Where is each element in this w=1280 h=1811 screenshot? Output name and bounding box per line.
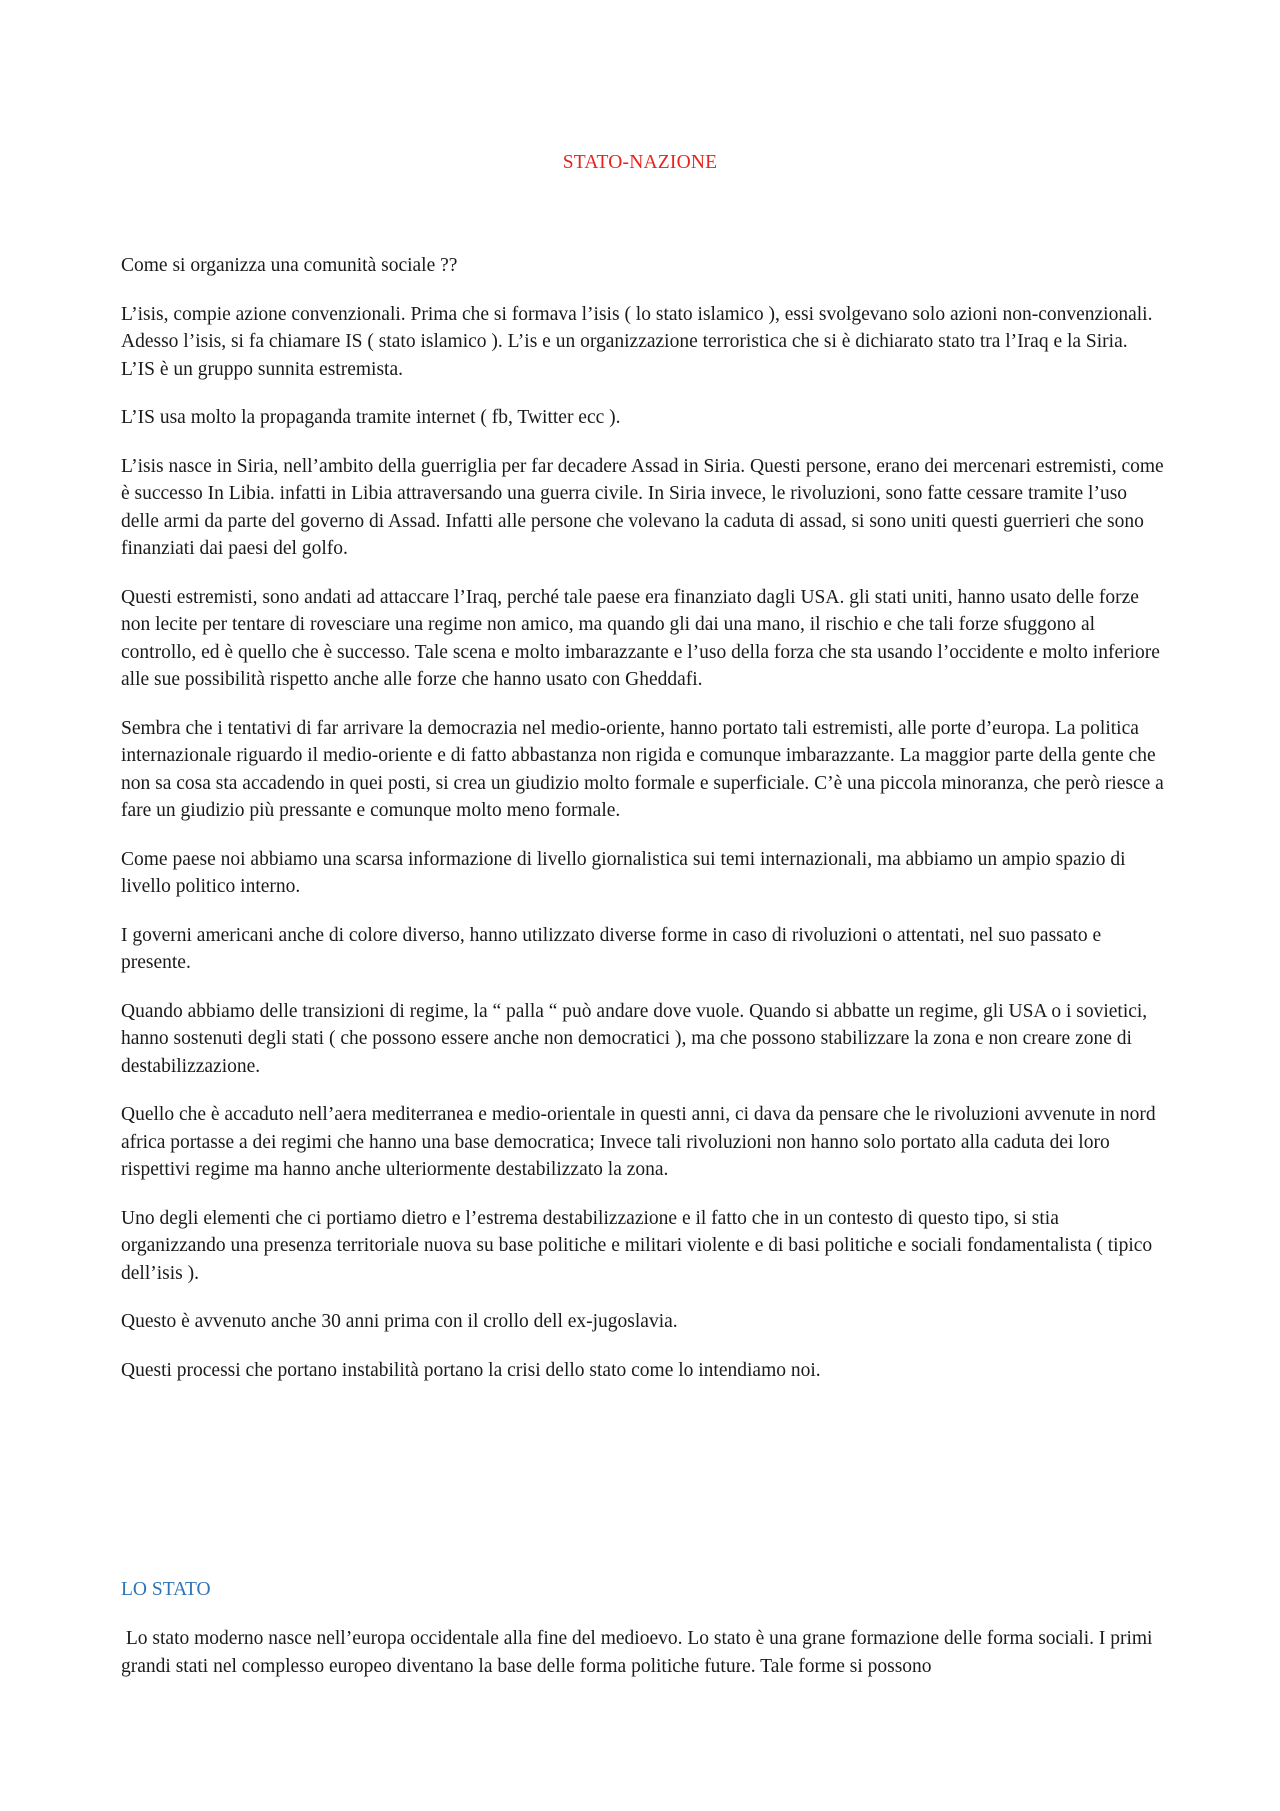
paragraph: Come paese noi abbiamo una scarsa informazione di livello giornalistica sui temi internazionali, ma abbiamo un ampio spazio di livello politico interno. bbox=[121, 848, 1126, 897]
paragraph: Questi estremisti, sono andati ad attaccare l’Iraq, perché tale paese era finanziato dagli USA. gli stati uniti, hanno usato delle forze non lecite per tentare di rovesciare una regime non amico, ma quando gli dai una mano, il rischio e che tali forze sfuggono al controllo, ed è quello che è successo. Tale scena e molto imbarazzante e l’uso della forza che sta usando l’occidente e molto inferiore alle sue possibilità rispetto anche alle forze che hanno usato con Gheddafi. bbox=[121, 586, 1160, 690]
section-body-text bbox=[121, 1625, 1164, 1701]
paragraph: L’isis nasce in Siria, nell’ambito della guerriglia per far decadere Assad in Siria. Questi persone, erano dei mercenari estremisti, come è successo In Libia. infatti in Libia attraversando una guerra civile. In Siria invece, le rivoluzioni, sono fatte cessare tramite l’uso delle armi da parte del governo di Assad. Infatti alle persone che volevano la caduta di assad, si sono uniti questi guerrieri che sono finanziati dai paesi del golfo. bbox=[121, 455, 1164, 559]
paragraph: Questo è avvenuto anche 30 anni prima con il crollo dell ex-jugoslavia. bbox=[121, 1311, 678, 1332]
paragraph: Come si organizza una comunità sociale ?? bbox=[121, 255, 458, 276]
paragraph: Quando abbiamo delle transizioni di regime, la “ palla “ può andare dove vuole. Quando si abbatte un regime, gli USA o i sovietici, hanno sostenuti degli stati ( che possono essere anche non democratici ), ma che possono stabilizzare la zona e non creare zone di destabilizzazione. bbox=[121, 1000, 1148, 1077]
paragraph: Lo stato moderno nasce nell’europa occidentale alla fine del medioevo. Lo stato è una grane formazione delle forma sociali. I primi grandi stati nel complesso europeo diventano la base delle forma politiche future. Tale forme si possono bbox=[121, 1628, 1158, 1677]
paragraph: Sembra che i tentativi di far arrivare la democrazia nel medio-oriente, hanno portato tali estremisti, alle porte d’europa. La politica internazionale riguardo il medio-oriente e di fatto abbastanza non rigida e comunque imbarazzante. La maggior parte della gente che non sa cosa sta accadendo in quei posti, si crea un giudizio molto formale e superficiale. C’è una piccola minoranza, che però riesce a fare un giudizio più pressante e comunque molto meno formale. bbox=[121, 717, 1164, 821]
body-text bbox=[121, 252, 1164, 1405]
paragraph: L’isis, compie azione convenzionali. Prima che si formava l’isis ( lo stato islamico ), essi svolgevano solo azioni non-convenzionali. Adesso l’isis, si fa chiamare IS ( stato islamico ). L’is e un organizzazione terroristica che si è dichiarato stato tra l’Iraq e la Siria. L’IS è un gruppo sunnita estremista. bbox=[121, 303, 1153, 380]
paragraph: Uno degli elementi che ci portiamo dietro e l’estrema destabilizzazione e il fatto che in un contesto di questo tipo, si stia organizzando una presenza territoriale nuova su base politiche e militari violente e di basi politiche e sociali fondamentalista ( tipico dell’isis ). bbox=[121, 1207, 1153, 1284]
paragraph: Questi processi che portano instabilità portano la crisi dello stato come lo intendiamo noi. bbox=[121, 1359, 821, 1381]
section-heading: LO STATO bbox=[121, 1579, 211, 1600]
paragraph: I governi americani anche di colore diverso, hanno utilizzato diverse forme in caso di rivoluzioni o attentati, nel suo passato e presente. bbox=[121, 924, 1102, 973]
paragraph: Quello che è accaduto nell’aera mediterranea e medio-orientale in questi anni, ci dava da pensare che le rivoluzioni avvenute in nord africa portasse a dei regimi che hanno una base democratica; Invece tali rivoluzioni non hanno solo portato alla caduta dei loro rispettivi regime ma hanno anche ulteriormente destabilizzato la zona. bbox=[121, 1104, 1156, 1180]
document-title: STATO-NAZIONE bbox=[562, 152, 718, 173]
paragraph: L’IS usa molto la propaganda tramite internet ( fb, Twitter ecc ). bbox=[121, 407, 621, 428]
